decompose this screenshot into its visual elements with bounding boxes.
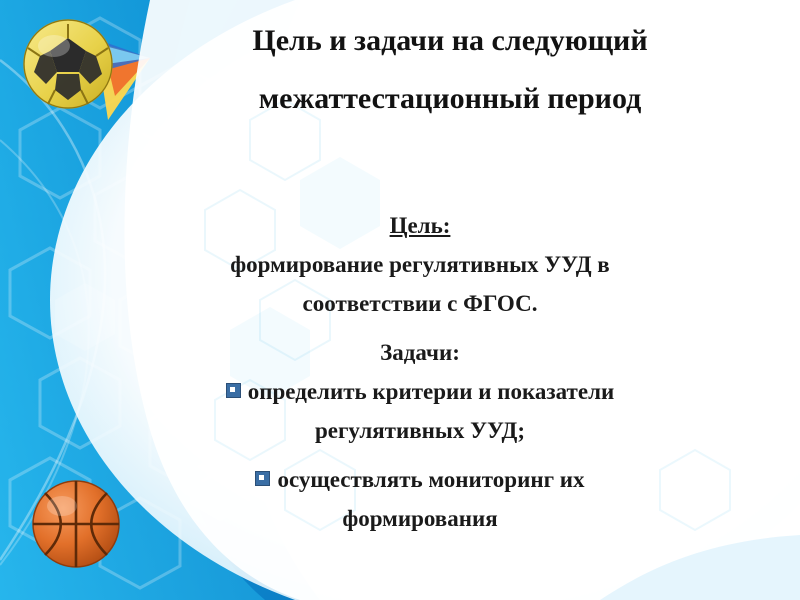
task-item-1 [130, 376, 710, 407]
title-line-1: Цель и задачи на следующий [252, 24, 648, 57]
soccer-ball-icon [24, 20, 112, 108]
slide-title [150, 18, 750, 122]
goal-heading: Цель: [389, 213, 451, 238]
slide-body [130, 210, 710, 542]
task-item-2-line-2: формирования [342, 506, 498, 531]
task-item-1-line-1: определить критерии и показатели [247, 379, 615, 404]
basketball-icon [33, 481, 119, 567]
goal-text-line-1: формирование регулятивных УУД в [230, 252, 610, 277]
spacer [130, 327, 710, 337]
bullet-square-icon-2 [255, 471, 270, 486]
task-item-2 [130, 464, 710, 495]
goal-text-line-2: соответствии с ФГОС. [302, 291, 538, 316]
task-item-1-line-2: регулятивных УУД; [314, 418, 526, 443]
title-line-2: межаттестационный период [258, 82, 642, 115]
spacer-2 [130, 454, 710, 464]
bullet-square-icon [226, 383, 241, 398]
tasks-heading: Задачи: [380, 340, 460, 365]
task-item-2-line-1: осуществлять мониторинг их [277, 467, 585, 492]
